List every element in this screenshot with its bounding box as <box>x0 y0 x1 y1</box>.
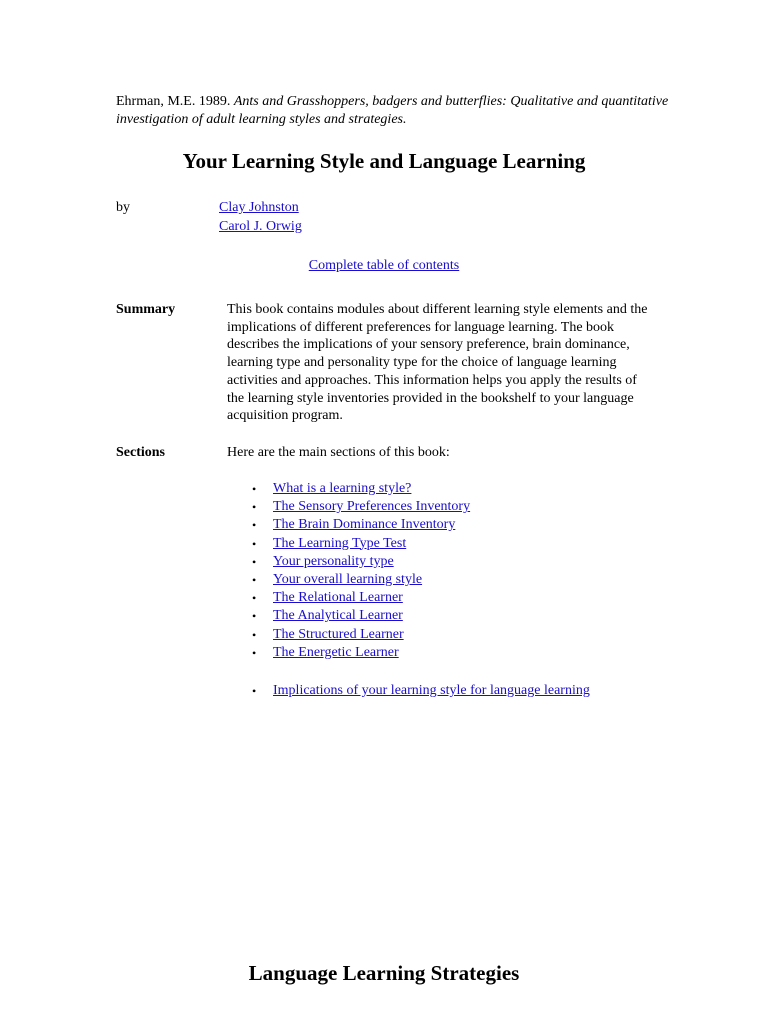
sections-intro: Here are the main sections of this book: <box>227 445 450 460</box>
bullet-icon: • <box>252 645 257 660</box>
section-link-what-is-learning-style[interactable]: What is a learning style? <box>273 481 412 496</box>
bullet-icon: • <box>252 536 257 551</box>
bullet-icon: • <box>252 554 257 569</box>
table-of-contents-link[interactable]: Complete table of contents <box>308 258 460 273</box>
section-link-overall-learning-style[interactable]: Your overall learning style <box>273 571 423 587</box>
bullet-icon: • <box>252 482 257 496</box>
list-item <box>252 553 470 571</box>
summary-text: This book contains modules about different learning style elements and the implications of different preferences for language learning. The book describes the implications of your sensory preference, brain dominance, learning type and personality type for the choice of language learning activities and approaches. This information helps you apply the results of the learning style inventories provided in the bookshelf to your language acquisition program. <box>227 302 648 424</box>
list-item <box>252 626 470 644</box>
summary-label: Summary <box>116 302 176 317</box>
list-item <box>252 682 590 700</box>
list-item <box>252 571 470 589</box>
list-item <box>252 535 470 553</box>
bullet-icon: • <box>252 500 257 515</box>
list-item <box>252 498 470 516</box>
sections-label: Sections <box>116 445 165 460</box>
list-item <box>252 480 470 498</box>
author-link-carol-orwig[interactable]: Carol J. Orwig <box>219 219 302 234</box>
citation-work-title: Ants and Grasshoppers, badgers and butterflies: Qualitative and quantitative investigation of adult learning styles and strategies. <box>116 94 669 127</box>
page-title: Your Learning Style and Language Learning <box>182 149 586 173</box>
by-label: by <box>116 200 130 215</box>
citation-author-year: Ehrman, M.E. 1989. <box>116 94 234 109</box>
next-section-heading: Language Learning Strategies <box>248 961 520 985</box>
list-item <box>252 607 470 625</box>
bullet-icon: • <box>252 684 257 698</box>
author-link-clay-johnston[interactable]: Clay Johnston <box>219 200 299 215</box>
section-link-learning-type-test[interactable]: The Learning Type Test <box>273 535 407 551</box>
bullet-icon: • <box>252 591 257 606</box>
section-link-personality-type[interactable]: Your personality type <box>273 553 394 569</box>
bullet-icon: • <box>252 518 257 533</box>
list-item <box>252 644 470 662</box>
section-link-analytical-learner[interactable]: The Analytical Learner <box>273 608 403 624</box>
bullet-icon: • <box>252 627 257 642</box>
implications-list <box>252 682 590 700</box>
citation <box>116 93 676 129</box>
section-link-structured-learner[interactable]: The Structured Learner <box>273 626 404 642</box>
section-link-energetic-learner[interactable]: The Energetic Learner <box>273 644 399 660</box>
bullet-icon: • <box>252 572 257 587</box>
toc-link-container <box>0 256 768 275</box>
list-item <box>252 516 470 534</box>
section-link-implications[interactable]: Implications of your learning style for language learning <box>273 683 590 698</box>
section-link-relational-learner[interactable]: The Relational Learner <box>273 590 403 606</box>
authors-list <box>219 198 302 236</box>
section-link-sensory-preferences[interactable]: The Sensory Preferences Inventory <box>273 499 471 515</box>
bullet-icon: • <box>252 609 257 624</box>
section-link-brain-dominance[interactable]: The Brain Dominance Inventory <box>273 517 456 533</box>
list-item <box>252 589 470 607</box>
sections-list <box>252 480 470 662</box>
